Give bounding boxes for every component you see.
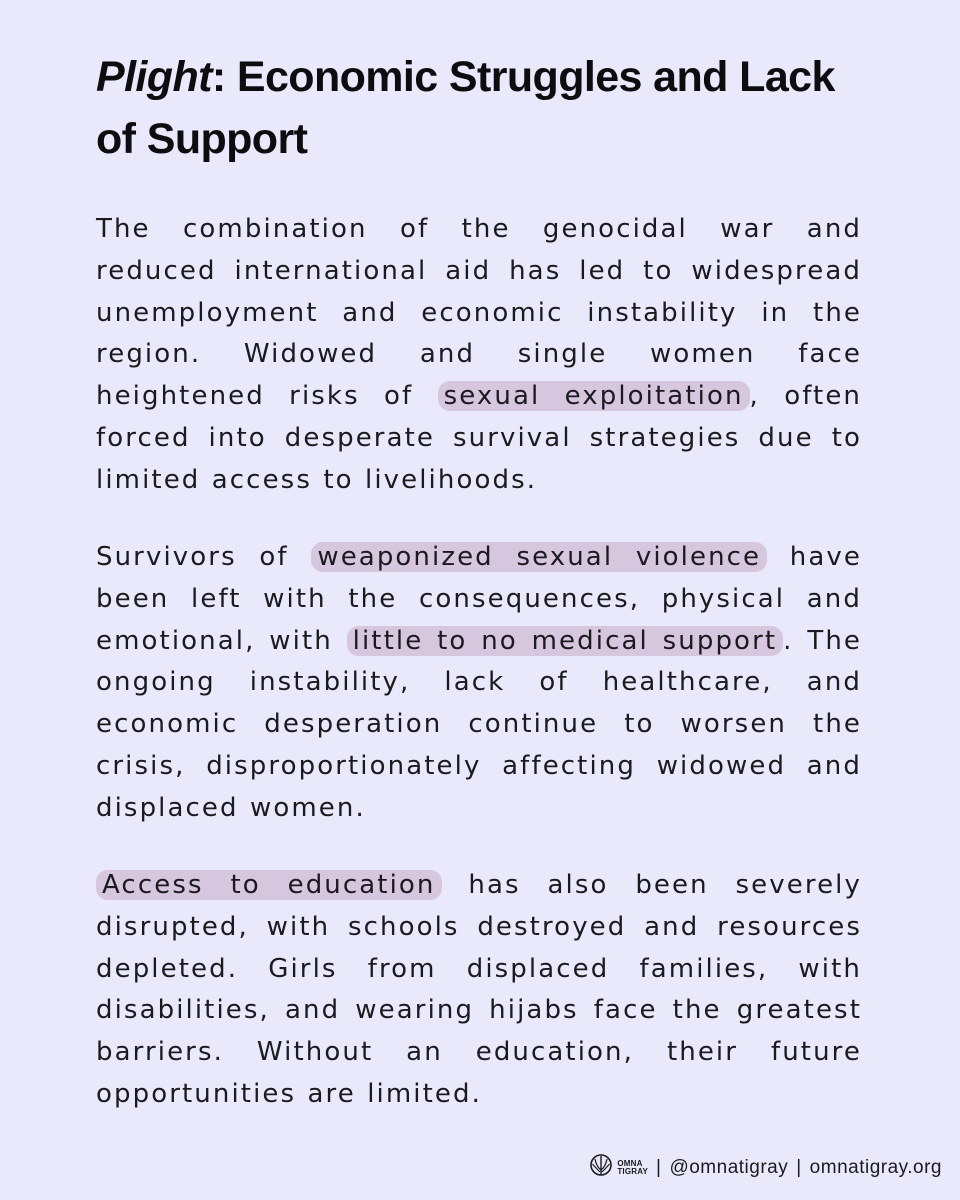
footer-separator: | bbox=[656, 1157, 662, 1178]
paragraph-text: have been left with the consequences, physical and emotional, with bbox=[96, 542, 863, 656]
paragraph-economic-instability bbox=[96, 209, 862, 502]
highlight-sexual-exploitation: sexual exploitation bbox=[438, 381, 750, 411]
footer bbox=[588, 1154, 942, 1182]
paragraph-education bbox=[96, 865, 862, 1116]
paragraph-text: . The ongoing instability, lack of healthcare, and economic desperation continue to worsen the crisis, disproportionately affecting widowed and displaced women. bbox=[96, 625, 862, 823]
highlight-medical-support: little to no medical support bbox=[347, 626, 784, 656]
brand-line-1: OMNA bbox=[617, 1159, 643, 1168]
title-rest: : Economic Struggles and Lack of Support bbox=[96, 53, 835, 163]
paragraph-survivors bbox=[96, 537, 862, 830]
brand-logo bbox=[588, 1154, 648, 1182]
page-title bbox=[96, 46, 876, 170]
website-link: omnatigray.org bbox=[809, 1157, 942, 1178]
paragraph-text: Survivors of bbox=[96, 542, 312, 572]
highlight-access-to-education: Access to education bbox=[96, 870, 442, 900]
title-italic-word: Plight bbox=[96, 53, 212, 101]
social-handle: @omnatigray bbox=[669, 1157, 789, 1178]
paragraph-text: The combination of the genocidal war and reduced international aid has led to widespread unemployment and economic instability in the region. Widowed and single women face heightened risks of bbox=[96, 214, 862, 412]
footer-separator: | bbox=[796, 1157, 802, 1178]
highlight-weaponized-sexual-violence: weaponized sexual violence bbox=[311, 542, 767, 572]
brand-name bbox=[617, 1160, 648, 1176]
paragraph-text: , often forced into desperate survival strategies due to limited access to livelihoods. bbox=[96, 381, 862, 495]
omna-tigray-logo-icon bbox=[588, 1154, 614, 1182]
brand-line-2: TIGRAY bbox=[617, 1167, 649, 1176]
paragraph-text: has also been severely disrupted, with schools destroyed and resources depleted. Girls from displaced families, with disabilities, and wearing hijabs face the greatest barriers. Without an education, their future opportunities are limited. bbox=[96, 870, 862, 1109]
